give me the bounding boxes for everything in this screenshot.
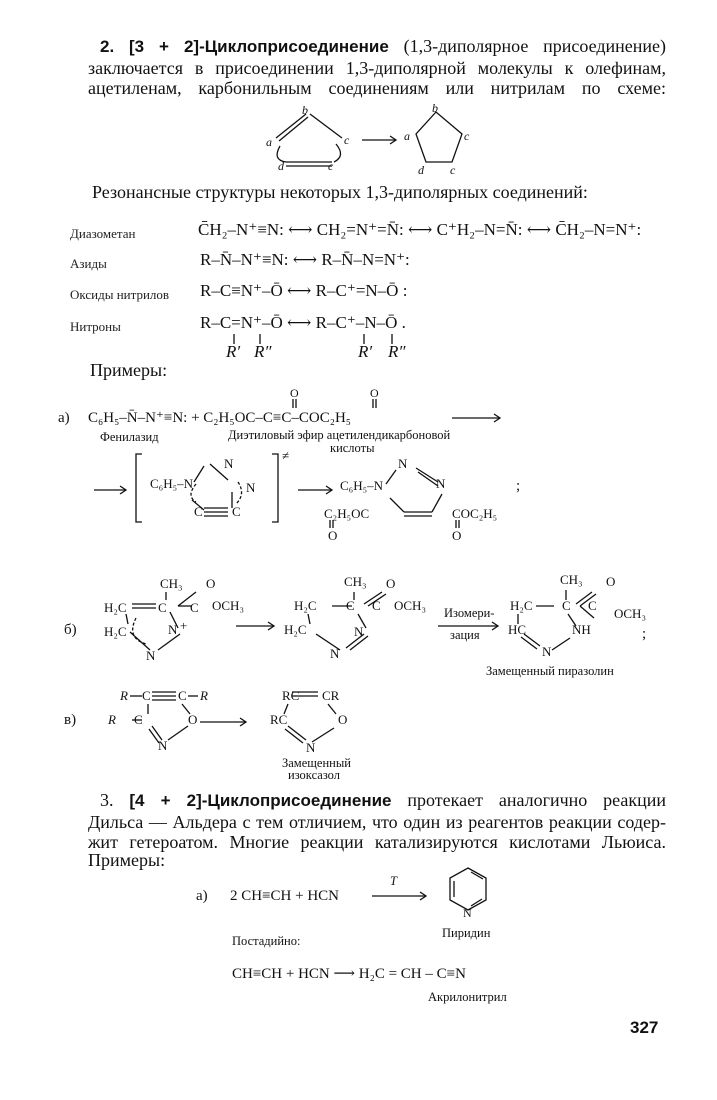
- b-h2c-ring-2: H₂C: [284, 622, 307, 637]
- section3-line3: жит гетероатом. Многие реакции катализируются кислотами Льюиса.: [88, 832, 666, 852]
- b-n-1: N: [168, 622, 178, 637]
- pyridine-ring: [450, 868, 486, 910]
- scheme-bond: [279, 117, 308, 141]
- ts-bracket-right: [272, 454, 278, 522]
- triazole-n-top: N: [398, 456, 408, 471]
- triazole-product: [296, 456, 486, 536]
- scheme-product-atom-b: b: [432, 101, 438, 115]
- scheme-electron-arrow: [334, 144, 341, 162]
- pyridine-n: N: [463, 906, 472, 920]
- scheme-product-ring: [416, 112, 462, 162]
- ts-n-right: N: [246, 480, 256, 495]
- b-h2c-ring-1: H₂C: [104, 624, 127, 639]
- scheme-bond: [310, 114, 342, 138]
- scheme-product-atom-c: c: [464, 129, 470, 143]
- b-c-6: C: [588, 598, 597, 613]
- v-n-2: N: [306, 740, 316, 755]
- triazole-n-right: N: [436, 476, 446, 491]
- ts-n-top: N: [224, 456, 234, 471]
- v-n-1: N: [158, 738, 168, 753]
- section3-examples-label: Примеры:: [88, 850, 166, 870]
- scheme-atom-d: d: [278, 159, 284, 173]
- v-c-2: C: [178, 688, 187, 703]
- nitrone-r1: R′: [226, 342, 241, 361]
- v-o-2: O: [338, 712, 348, 727]
- v-r-3: R: [108, 712, 116, 727]
- ts-dagger: ≠: [282, 448, 290, 463]
- v-rc-2: RC: [270, 712, 288, 727]
- example-3a-condition: T: [390, 874, 397, 888]
- b-h2c-1: H₂C: [104, 600, 127, 615]
- b-h2c-3: H₂C: [510, 598, 533, 613]
- v-rc-1: RC: [282, 688, 300, 703]
- section3-line1: [88, 790, 666, 812]
- nitrone-r4: R″: [388, 342, 406, 361]
- section2-number: 2.: [100, 37, 115, 56]
- b-plus: +: [180, 618, 188, 633]
- ts-c-left: C: [194, 504, 203, 519]
- ts-bracket-left: [136, 454, 142, 522]
- section2-line3: ацетиленам, карбонильным соединениям или нитрилам по схеме:: [88, 78, 666, 98]
- section3-paragraph: [88, 790, 666, 853]
- example-b-marker: б): [64, 622, 77, 638]
- triazole-phenyl: C₆H₅–N: [340, 478, 384, 493]
- section3-line2: Дильса — Альдера с тем отличием, что один из реагентов реакции содер-: [88, 811, 666, 832]
- page-number: 327: [630, 1018, 659, 1037]
- side-reaction-label: Постадийно:: [232, 934, 301, 948]
- nitrone-r2: R″: [254, 342, 272, 361]
- nitrone-r3: R′: [358, 342, 373, 361]
- triazole-o-left: O: [328, 528, 338, 543]
- compound-name-nitrile-oxides: Оксиды нитрилов: [70, 287, 170, 302]
- b-n-2: N: [146, 648, 156, 663]
- b-och3-1: OCH₃: [212, 598, 244, 613]
- phenyl-azide-name: Фенилазид: [100, 430, 159, 444]
- b-n-5: N: [542, 644, 552, 659]
- diethyl-ester-name-line1: Диэтиловый эфир ацетилендикарбоновой: [228, 428, 451, 442]
- resonance-heading: Резонансные структуры некоторых 1,3-диполярных соединений:: [92, 182, 588, 202]
- compound-name-nitrones: Нитроны: [70, 319, 121, 334]
- v-cr-1: CR: [322, 688, 340, 703]
- isoxazole-name-line2: изоксазол: [288, 768, 341, 782]
- pyrazoline-name: Замещенный пиразолин: [486, 664, 614, 678]
- b-ch3-2: CH₃: [344, 574, 367, 589]
- carbonyl-o-left: O: [290, 386, 299, 400]
- b-c-5: C: [562, 598, 571, 613]
- scheme-product-atom-a: a: [404, 129, 410, 143]
- b-c-2: C: [190, 600, 199, 615]
- b-ch3-1: CH₃: [160, 576, 183, 591]
- formula-diazomethane: C̄H₂–N⁺≡N: ⟷ CH₂=N⁺=N̄: ⟷ C⁺H₂–N=N̄: ⟷ C̄H₂–N=N⁺:: [198, 220, 642, 239]
- scheme-product-atom-d: d: [418, 163, 424, 177]
- pyridine-scheme: [372, 856, 512, 936]
- example-a-reactants: C₆H₅–N̄–N⁺≡N: + C₂H₅OC–C≡C–COC₂H₅: [88, 410, 352, 426]
- example-a-marker: а): [58, 410, 70, 426]
- isomerization-line2: зация: [450, 628, 480, 642]
- formula-nitrile-oxides: R–C≡N⁺–Ō ⟷ R–C⁺=N–Ō :: [200, 281, 408, 300]
- scheme-product-atom-e: c: [450, 163, 456, 177]
- b-o-2: O: [386, 576, 396, 591]
- formula-azides: R–N̄–N⁺≡N: ⟷ R–N̄–N=N⁺:: [200, 250, 410, 269]
- diethyl-ester-name-line2: кислоты: [330, 441, 375, 455]
- scheme-bond: [276, 114, 306, 138]
- b-c-4: C: [372, 598, 381, 613]
- section2-paragraph: [88, 36, 666, 99]
- example-a-semicolon: ;: [516, 478, 521, 494]
- section2-title-note: (1,3-диполярное присоединение): [403, 36, 667, 56]
- b-och3-2: OCH₃: [394, 598, 426, 613]
- example-a-arrow: [450, 412, 504, 424]
- section3-number: 3.: [100, 790, 114, 810]
- isoxazole-name-line1: Замещенный: [282, 756, 351, 770]
- section3-title: [4 + 2]-Циклоприсоединение: [129, 791, 392, 810]
- v-c-3: C: [134, 712, 143, 727]
- formula-nitrones: R–C=N⁺–Ō ⟷ R–C⁺–N–Ō .: [200, 313, 406, 332]
- b-hc: HC: [508, 622, 527, 637]
- section2-title: [3 + 2]-Циклоприсоединение: [128, 37, 389, 56]
- scheme-atom-a: a: [266, 135, 272, 149]
- v-r-2: R: [200, 688, 208, 703]
- section2-line2: заключается в присоединении 1,3-диполярной молекулы к олефинам,: [88, 57, 666, 78]
- triazole-ester-left: C₂H₅OC: [324, 506, 370, 521]
- b-c-1: C: [158, 600, 167, 615]
- b-ch3-3: CH₃: [560, 572, 583, 587]
- v-r-1: R: [120, 688, 128, 703]
- b-o-3: O: [606, 574, 616, 589]
- example-3a-marker: а): [196, 888, 208, 904]
- b-o-1: O: [206, 576, 216, 591]
- example-3a-equation: 2 CH≡CH + HCN: [230, 888, 340, 904]
- ts-phenyl: C₆H₅–N: [150, 476, 194, 491]
- b-n-4: N: [330, 646, 340, 661]
- triazole-ester-right: COC₂H₅: [452, 506, 498, 521]
- section3-line1-rest: протекает аналогично реакции: [407, 790, 667, 810]
- carbonyl-o-right: O: [370, 386, 379, 400]
- triazole-o-right: O: [452, 528, 462, 543]
- scheme-atom-c: c: [344, 133, 350, 147]
- isomerization-line1: Изомери-: [444, 606, 495, 620]
- cycloaddition-scheme: [258, 101, 498, 177]
- side-reaction-equation: CH≡CH + HCN ⟶ H₂C = CH – C≡N: [232, 966, 466, 982]
- acrylonitrile-name: Акрилонитрил: [428, 990, 507, 1004]
- section2-line1: [88, 36, 666, 58]
- b-och3-3: OCH₃: [614, 606, 646, 621]
- v-c-1: C: [142, 688, 151, 703]
- b-nh: NH: [572, 622, 591, 637]
- scheme-atom-e: c: [328, 159, 334, 173]
- pyridine-name: Пиридин: [442, 926, 491, 940]
- example-b-semicolon: ;: [642, 626, 647, 642]
- v-o-1: O: [188, 712, 198, 727]
- examples-label: Примеры:: [90, 360, 168, 380]
- b-n-3: N: [354, 624, 364, 639]
- compound-name-azides: Азиды: [70, 256, 107, 271]
- compound-name-diazomethane: Диазометан: [70, 226, 136, 241]
- b-h2c-2: H₂C: [294, 598, 317, 613]
- scheme-atom-b: b: [302, 103, 308, 117]
- example-v-marker: в): [64, 712, 77, 728]
- ts-c-right: C: [232, 504, 241, 519]
- b-c-3: C: [346, 598, 355, 613]
